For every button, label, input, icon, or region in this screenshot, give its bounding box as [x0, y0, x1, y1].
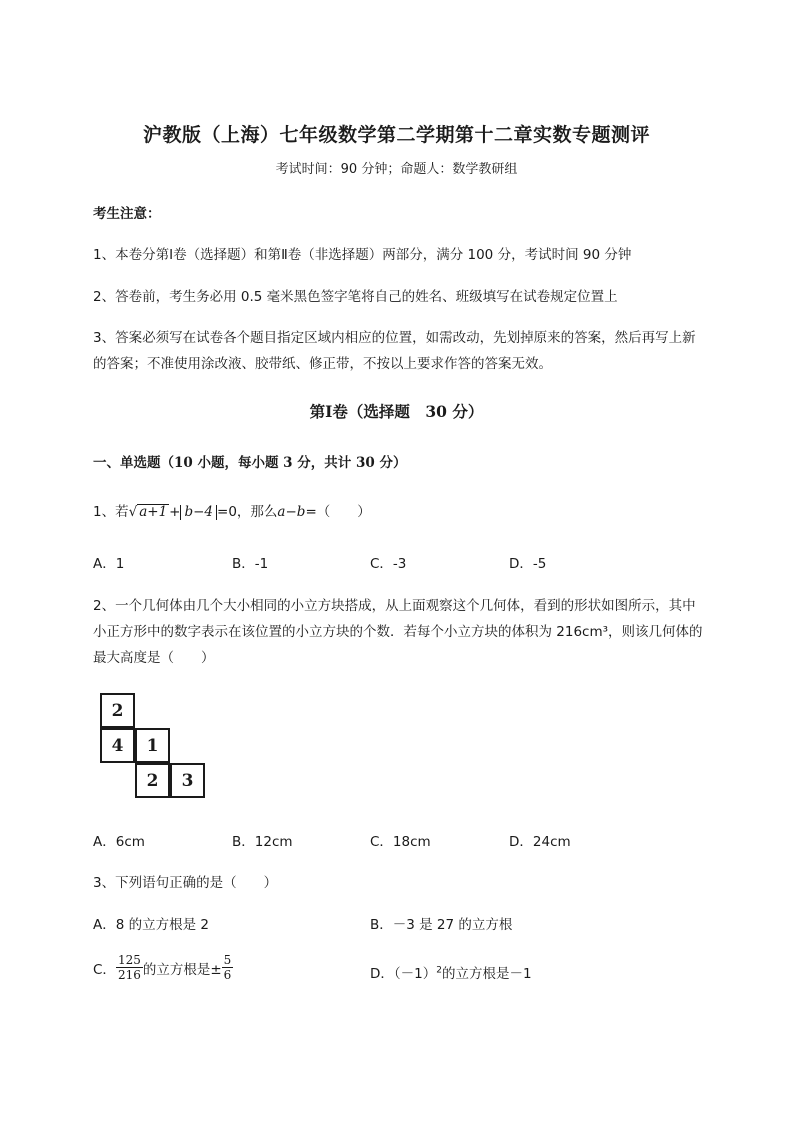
q2-option-c: C．18cm: [370, 834, 431, 850]
exam-info: 考试时间：90 分钟；命题人：数学教研组: [275, 162, 518, 177]
q3-option-a: A．8 的立方根是 2: [93, 917, 209, 933]
q3-option-d: [370, 962, 532, 982]
notice-item-3-cont: 的答案；不准使用涂改液、胶带纸、修正带，不按以上要求作答的答案无效。: [93, 356, 552, 372]
page-title: 沪教版（上海）七年级数学第二学期第十二章实数专题测评: [142, 124, 650, 146]
q3-option-c: [93, 953, 233, 982]
notice-heading: 考生注意：: [93, 206, 161, 222]
q3-optC-denominator-2: 6: [223, 968, 232, 982]
q3-option-b: B．－3 是 27 的立方根: [370, 917, 513, 933]
q2-option-d: D．24cm: [509, 834, 571, 850]
notice-item-2: 2、答卷前，考生务必用 0.5 毫米黑色签字笔将自己的姓名、班级填写在试卷规定位置上: [93, 289, 618, 305]
notice-item-1: 1、本卷分第Ⅰ卷（选择题）和第Ⅱ卷（非选择题）两部分，满分 100 分，考试时间 90 分钟: [93, 247, 632, 263]
q1-option-c: C．-3: [370, 556, 407, 572]
q1-option-d: D．-5: [509, 556, 547, 572]
q3-optD-part2: 的立方根是－1: [441, 966, 532, 982]
grid-cell-r3c3: 3: [170, 763, 205, 798]
q3-optC-numerator: 125: [117, 953, 141, 967]
q3-optD-exponent: 2: [436, 965, 442, 976]
q2-line-1: 2、一个几何体由几个大小相同的小立方块搭成，从上面观察这个几何体，看到的形状如图所示，其中: [93, 598, 696, 614]
q2-line-2: 小正方形中的数字表示在该位置的小立方块的个数．若每个小立方块的体积为 216cm³，则该几何体的: [93, 624, 703, 640]
top-view-grid: [100, 693, 210, 803]
q1-option-a: A．1: [93, 556, 125, 572]
q3-optC-denominator: 216: [117, 968, 141, 982]
part-heading: 一、单选题（10 小题，每小题 3 分，共计 30 分）: [93, 455, 407, 471]
q1-suffix: =（ ）: [305, 504, 371, 520]
q1-mid: ，那么: [236, 504, 278, 520]
q1-sqrt-expr: a+1: [139, 504, 168, 520]
grid-cell-r2c2: 1: [135, 728, 170, 763]
q3-optC-mid: 的立方根是±: [142, 961, 222, 978]
q1-plus: +: [169, 504, 181, 520]
q1-abs-expr: b−4: [180, 505, 217, 520]
grid-cell-r1c1: 2: [100, 693, 135, 728]
notice-item-3: 3、答案必须写在试卷各个题目指定区域内相应的位置，如需改动，先划掉原来的答案，然后再写上新: [93, 330, 696, 346]
grid-cell-r2c1: 4: [100, 728, 135, 763]
q3-optC-label: C．: [93, 961, 116, 978]
q1-prefix: 1、若: [93, 504, 129, 520]
q1-ask: a−b: [277, 504, 306, 520]
q2-option-b: B．12cm: [232, 834, 293, 850]
q3-optC-fraction-2: [222, 953, 234, 982]
q2-line-3: 最大高度是（ ）: [93, 650, 215, 666]
q1-eq: =0: [217, 504, 237, 520]
section-title: 第Ⅰ卷（选择题 30 分）: [309, 402, 484, 421]
grid-cell-r3c2: 2: [135, 763, 170, 798]
q3-optC-fraction: [116, 953, 143, 982]
q2-option-a: A．6cm: [93, 834, 145, 850]
q3-stem: 3、下列语句正确的是（ ）: [93, 875, 278, 891]
q3-optC-numerator-2: 5: [223, 953, 232, 967]
q3-optD-part1: D．（－1）: [370, 966, 437, 982]
question-1: 1、若√ a+1 + b−4 =0，那么a−b=（ ）: [93, 504, 371, 520]
q1-option-b: B．-1: [232, 556, 269, 572]
